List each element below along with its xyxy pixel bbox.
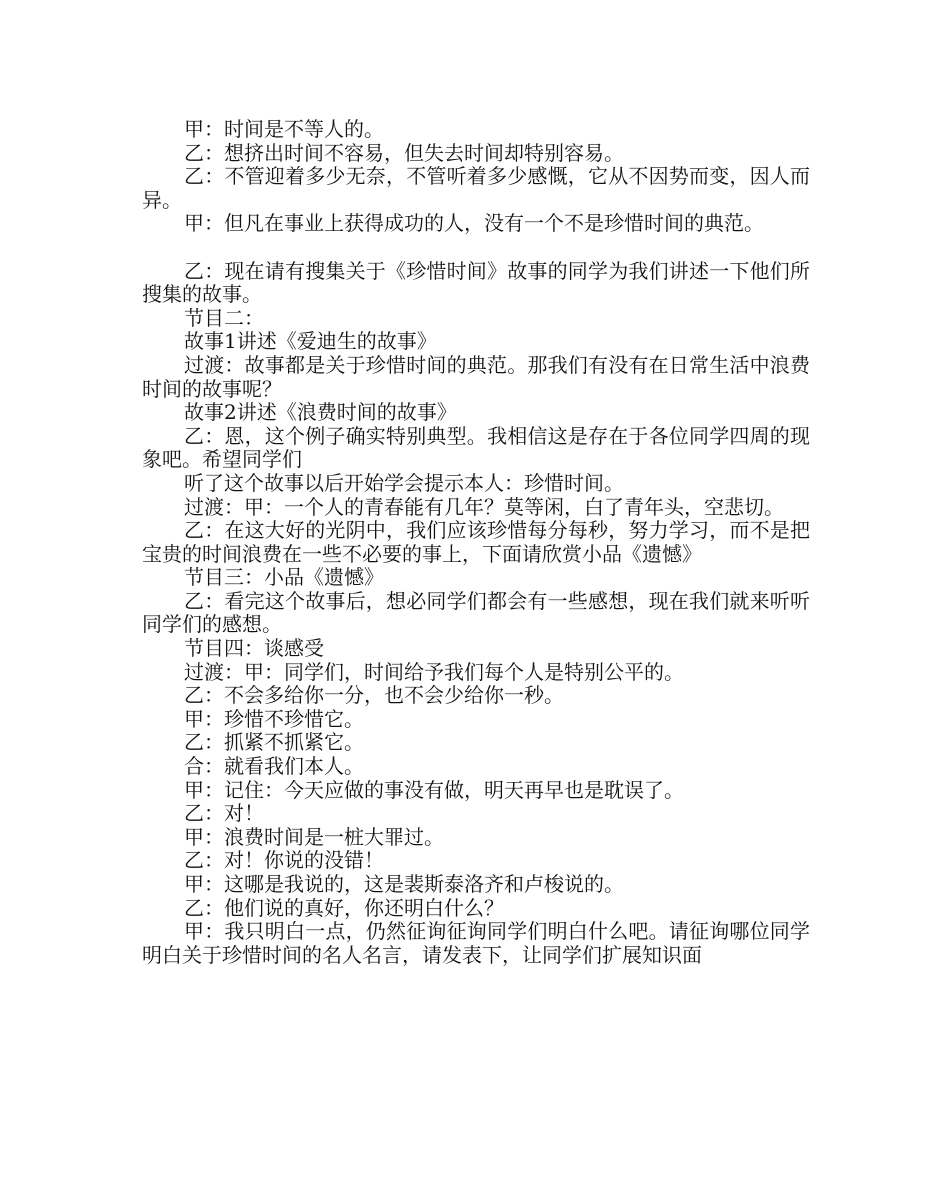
- paragraph-15: 乙：看完这个故事后，想必同学们都会有一些感想，现在我们就来听听同学们的感想。: [142, 588, 810, 637]
- paragraph-8: 过渡：故事都是关于珍惜时间的典范。那我们有没有在日常生活中浪费时间的故事呢？: [142, 352, 810, 401]
- blank-line: [142, 236, 810, 260]
- paragraph-14: 节目三：小品《遗憾》: [184, 565, 384, 590]
- paragraph-24: 甲：浪费时间是一桩大罪过。: [184, 824, 444, 849]
- paragraph-28: 甲：我只明白一点，仍然征询征询同学们明白什么吧。请征询哪位同学明白关于珍惜时间的名人名言，请发表下，让同学们扩展知识面: [142, 919, 810, 967]
- paragraph-12: 过渡：甲：一个人的青春能有几年？莫等闲，白了青年头，空悲切。: [184, 494, 784, 519]
- document-body: [142, 118, 810, 967]
- paragraph-25: 乙：对！你说的没错！: [184, 848, 384, 873]
- paragraph-1: 甲：时间是不等人的。: [184, 117, 384, 141]
- paragraph-17: 过渡：甲：同学们，时间给予我们每个人是特别公平的。: [184, 659, 684, 684]
- paragraph-22: 甲：记住：今天应做的事没有做，明天再早也是耽误了。: [184, 777, 684, 802]
- paragraph-7: 故事1讲述《爱迪生的故事》: [184, 329, 437, 354]
- paragraph-19: 甲：珍惜不珍惜它。: [184, 706, 364, 731]
- paragraph-20: 乙：抓紧不抓紧它。: [184, 730, 364, 755]
- paragraph-4: 甲：但凡在事业上获得成功的人，没有一个不是珍惜时间的典范。: [184, 211, 764, 236]
- paragraph-23: 乙：对！: [184, 801, 264, 826]
- paragraph-9: 故事2讲述《浪费时间的故事》: [184, 400, 457, 425]
- paragraph-26: 甲：这哪是我说的，这是裴斯泰洛齐和卢梭说的。: [184, 872, 624, 896]
- paragraph-10: 乙：恩，这个例子确实特别典型。我相信这是存在于各位同学四周的现象吧。希望同学们: [142, 423, 810, 472]
- paragraph-3: 乙：不管迎着多少无奈，不管听着多少感慨，它从不因势而变，因人而异。: [142, 164, 810, 212]
- paragraph-16: 节目四：谈感受: [184, 636, 324, 661]
- paragraph-2: 乙：想挤出时间不容易，但失去时间却特别容易。: [184, 140, 624, 165]
- paragraph-5: 乙：现在请有搜集关于《珍惜时间》故事的同学为我们讲述一下他们所搜集的故事。: [142, 258, 810, 307]
- paragraph-27: 乙：他们说的真好，你还明白什么？: [184, 895, 504, 920]
- paragraph-13: 乙：在这大好的光阴中，我们应该珍惜每分每秒，努力学习，而不是把宝贵的时间浪费在一些不必要的事上，下面请欣赏小品《遗憾》: [142, 518, 810, 566]
- paragraph-11: 听了这个故事以后开始学会提示本人：珍惜时间。: [184, 470, 624, 495]
- paragraph-18: 乙：不会多给你一分，也不会少给你一秒。: [184, 683, 564, 708]
- paragraph-6: 节目二：: [184, 305, 264, 330]
- paragraph-21: 合：就看我们本人。: [184, 754, 364, 779]
